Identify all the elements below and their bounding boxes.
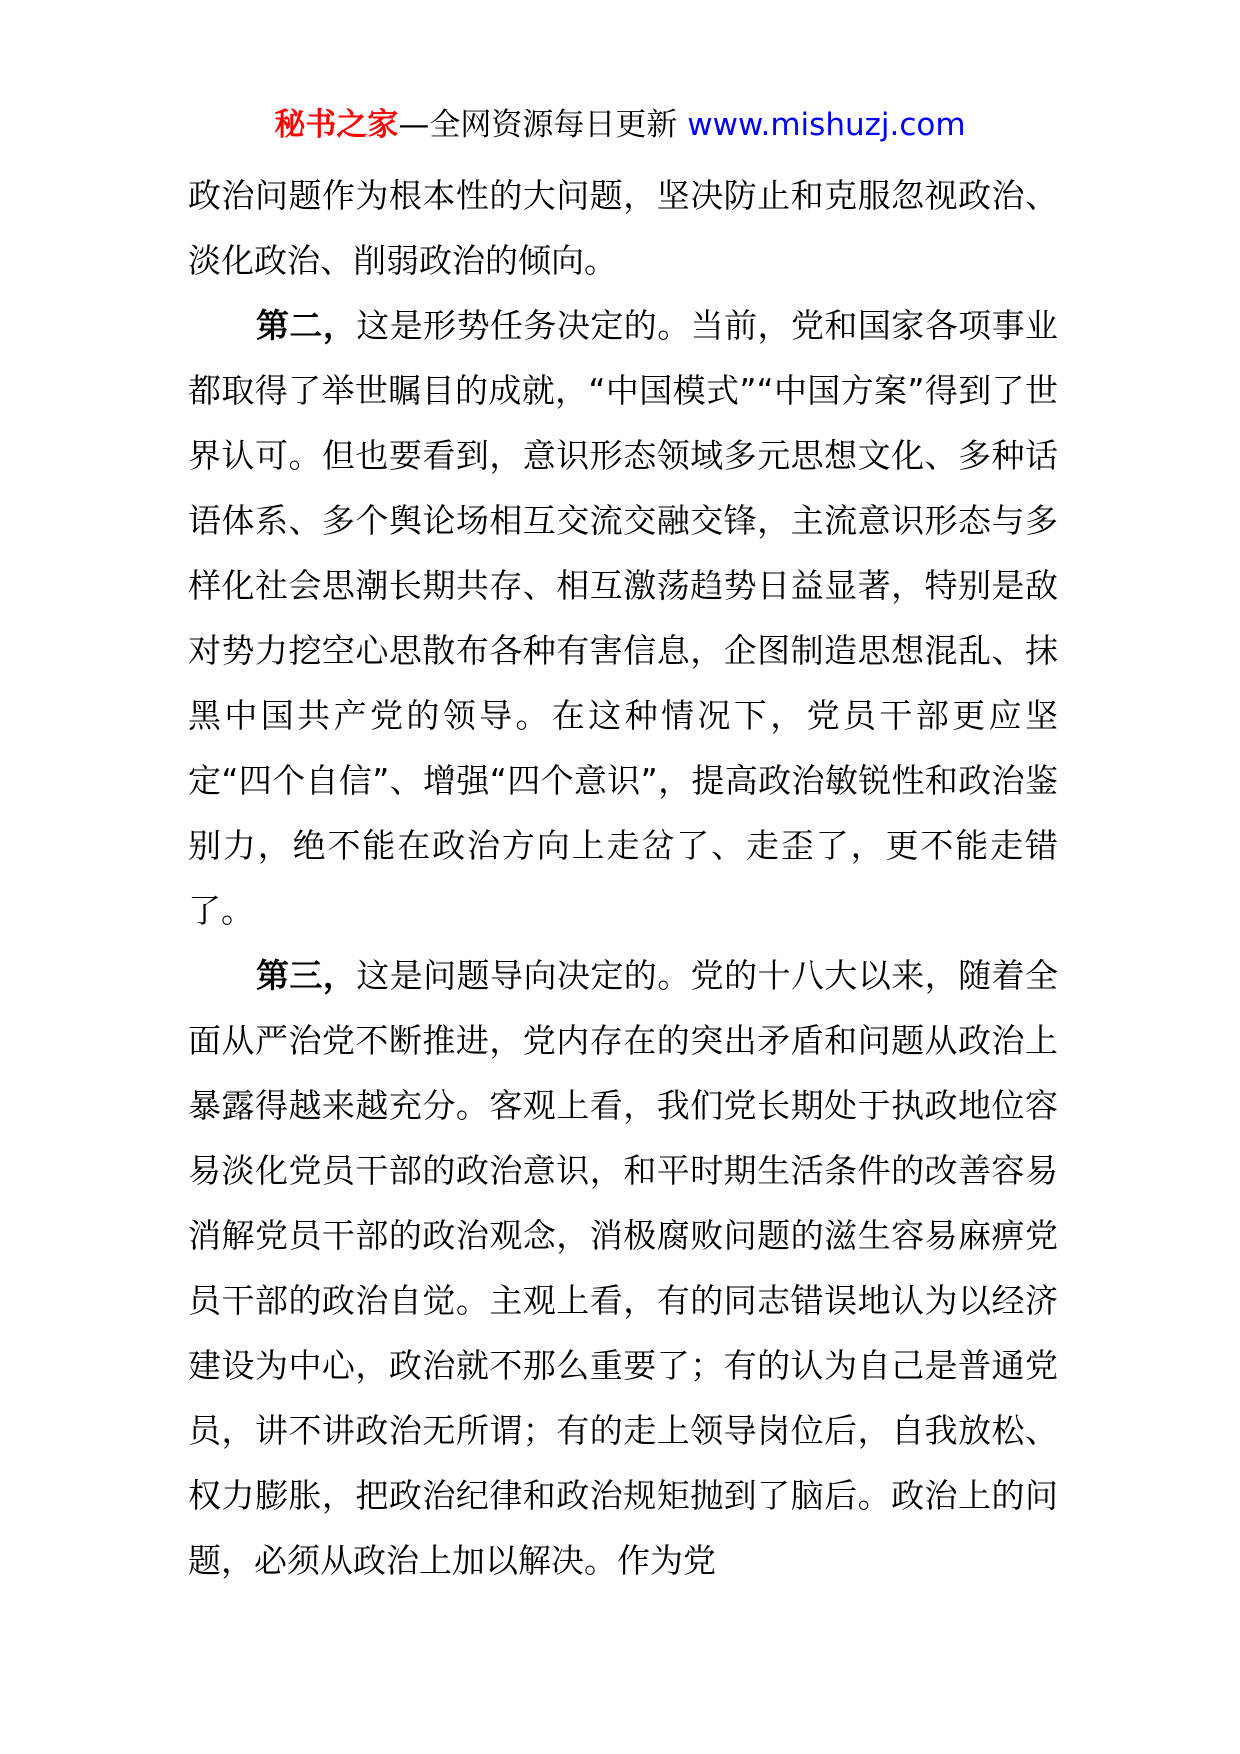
header-slogan: —全网资源每日更新 (398, 107, 678, 143)
paragraph-text: 政治问题作为根本性的大问题，坚决防止和克服忽视政治、淡化政治、削弱政治的倾向。 (188, 176, 1058, 280)
page-header (0, 100, 1240, 150)
document-body (188, 163, 1058, 1593)
paragraph-continuation (188, 163, 1058, 293)
paragraph-text: 这是问题导向决定的。党的十八大以来，随着全面从严治党不断推进，党内存在的突出矛盾和问题从政治上暴露得越来越充分。客观上看，我们党长期处于执政地位容易淡化党员干部的政治意识，和平时期生活条件的改善容易消解党员干部的政治观念，消极腐败问题的滋生容易麻痹党员干部的政治自觉。主观上看，有的同志错误地认为以经济建设为中心，政治就不那么重要了；有的认为自己是普通党员，讲不讲政治无所谓；有的走上领导岗位后，自我放松、权力膨胀，把政治纪律和政治规矩抛到了脑后。政治上的问题，必须从政治上加以解决。作为党 (188, 956, 1059, 1580)
paragraph-text: 这是形势任务决定的。当前，党和国家各项事业都取得了举世瞩目的成就，“中国模式”“中国方案”得到了世界认可。但也要看到，意识形态领域多元思想文化、多种话语体系、多个舆论场相互交流交融交锋，主流意识形态与多样化社会思潮长期共存、相互激荡趋势日益显著，特别是敌对势力挖空心思散布各种有害信息，企图制造思想混乱、抹黑中国共产党的领导。在这种情况下，党员干部更应坚定“四个自信”、增强“四个意识”，提高政治敏锐性和政治鉴别力，绝不能在政治方向上走岔了、走歪了，更不能走错了。 (188, 306, 1059, 930)
paragraph-lead: 第二， (256, 306, 357, 345)
paragraph-second-point (188, 293, 1058, 943)
paragraph-lead: 第三， (256, 956, 357, 995)
paragraph-third-point (188, 943, 1058, 1593)
site-url[interactable]: www.mishuzj.com (687, 107, 966, 143)
brand-name: 秘书之家 (274, 107, 399, 143)
